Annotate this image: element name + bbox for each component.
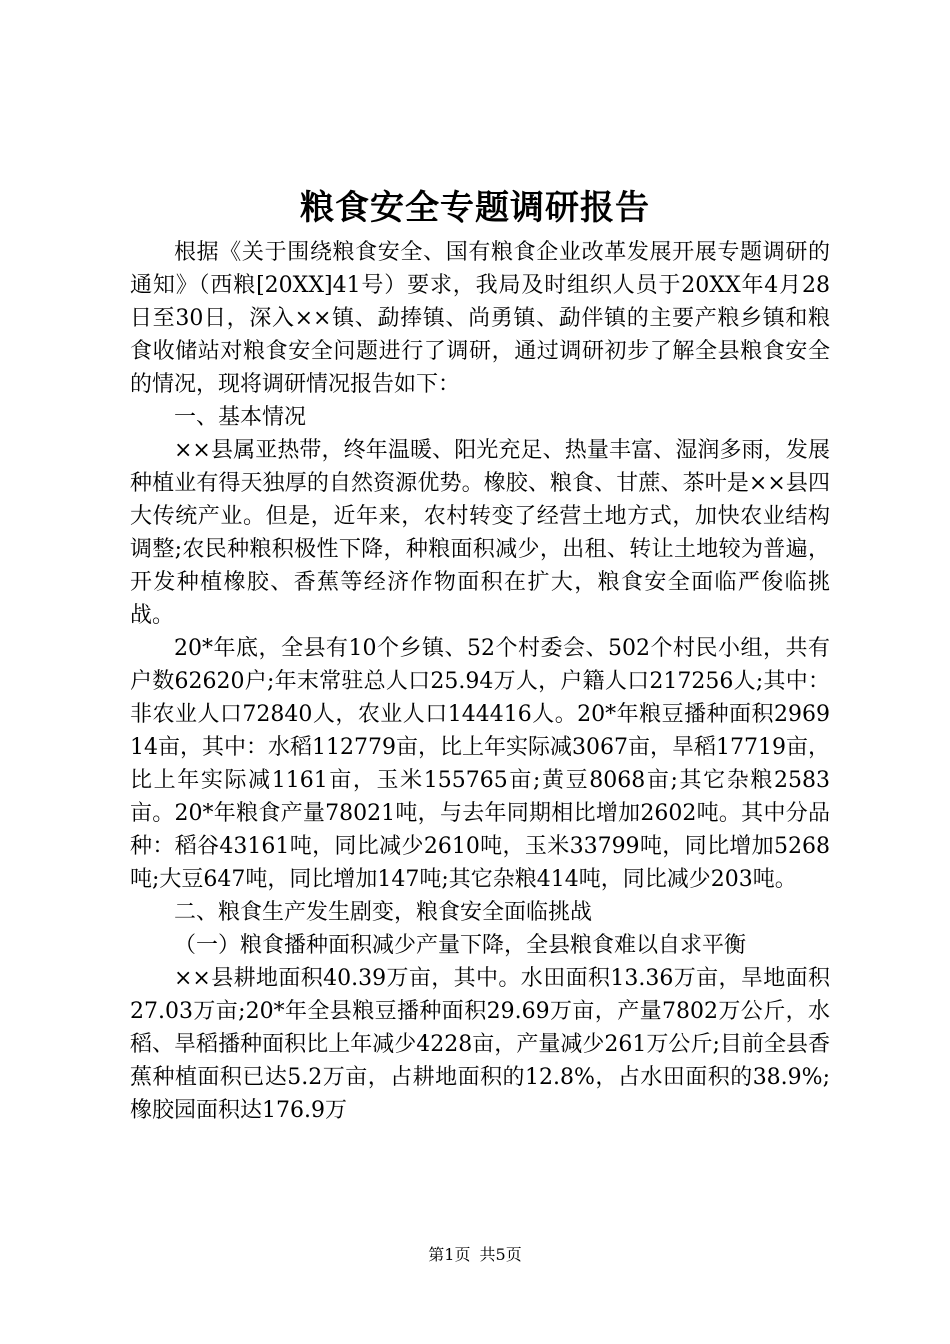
section-heading-challenges: 二、粮食生产发生剧变，粮食安全面临挑战 — [174, 900, 593, 925]
page-footer — [0, 1243, 950, 1267]
subsection-heading-area: （一）粮食播种面积减少产量下降，全县粮食难以自求平衡 — [174, 933, 747, 958]
page-number: 第1页 — [428, 1245, 471, 1264]
document-title: 粮食安全专题调研报告 — [300, 188, 650, 228]
total-pages: 共5页 — [479, 1245, 522, 1264]
document-body — [130, 236, 830, 1127]
section-heading-basic: 一、基本情况 — [174, 405, 307, 430]
paragraph-climate: ××县属亚热带，终年温暖、阳光充足、热量丰富、湿润多雨，发展种植业有得天独厚的自然资源优势。橡胶、粮食、甘蔗、茶叶是××县四大传统产业。但是，近年来，农村转变了经营土地方式，加快农业结构调整;农民种粮积极性下降，种粮面积减少，出租、转让土地较为普遍，开发种植橡胶、香蕉等经济作物面积在扩大，粮食安全面临严俊临挑战。 — [130, 438, 830, 628]
paragraph-statistics: 20*年底，全县有10个乡镇、52个村委会、502个村民小组，共有户数62620户;年末常驻总人口25.94万人，户籍人口217256人;其中：非农业人口72840人，农业人口144416人。20*年粮豆播种面积296914亩，其中：水稻112779亩，比上年实际减3067亩，旱稻17719亩，比上年实际减1161亩，玉米155765亩;黄豆8068亩;其它杂粮2583亩。20*年粮食产量78021吨，与去年同期相比增加2602吨。其中分品种：稻谷43161吨，同比减少2610吨，玉米33799吨，同比增加5268吨;大豆647吨，同比增加147吨;其它杂粮414吨，同比减少203吨。 — [130, 636, 830, 892]
paragraph-farmland: ××县耕地面积40.39万亩，其中。水田面积13.36万亩，旱地面积27.03万亩;20*年全县粮豆播种面积29.69万亩，产量7802万公斤，水稻、旱稻播种面积比上年减少4228亩，产量减少261万公斤;目前全县香蕉种植面积已达5.2万亩，占耕地面积的12.8%，占水田面积的38.9%;橡胶园面积达176.9万 — [130, 966, 830, 1123]
paragraph-intro: 根据《关于围绕粮食安全、国有粮食企业改革发展开展专题调研的通知》（西粮[20XX]41号）要求，我局及时组织人员于20XX年4月28日至30日，深入××镇、勐捧镇、尚勇镇、勐伴镇的主要产粮乡镇和粮食收储站对粮食安全问题进行了调研，通过调研初步了解全县粮食安全的情况，现将调研情况报告如下： — [130, 240, 830, 397]
